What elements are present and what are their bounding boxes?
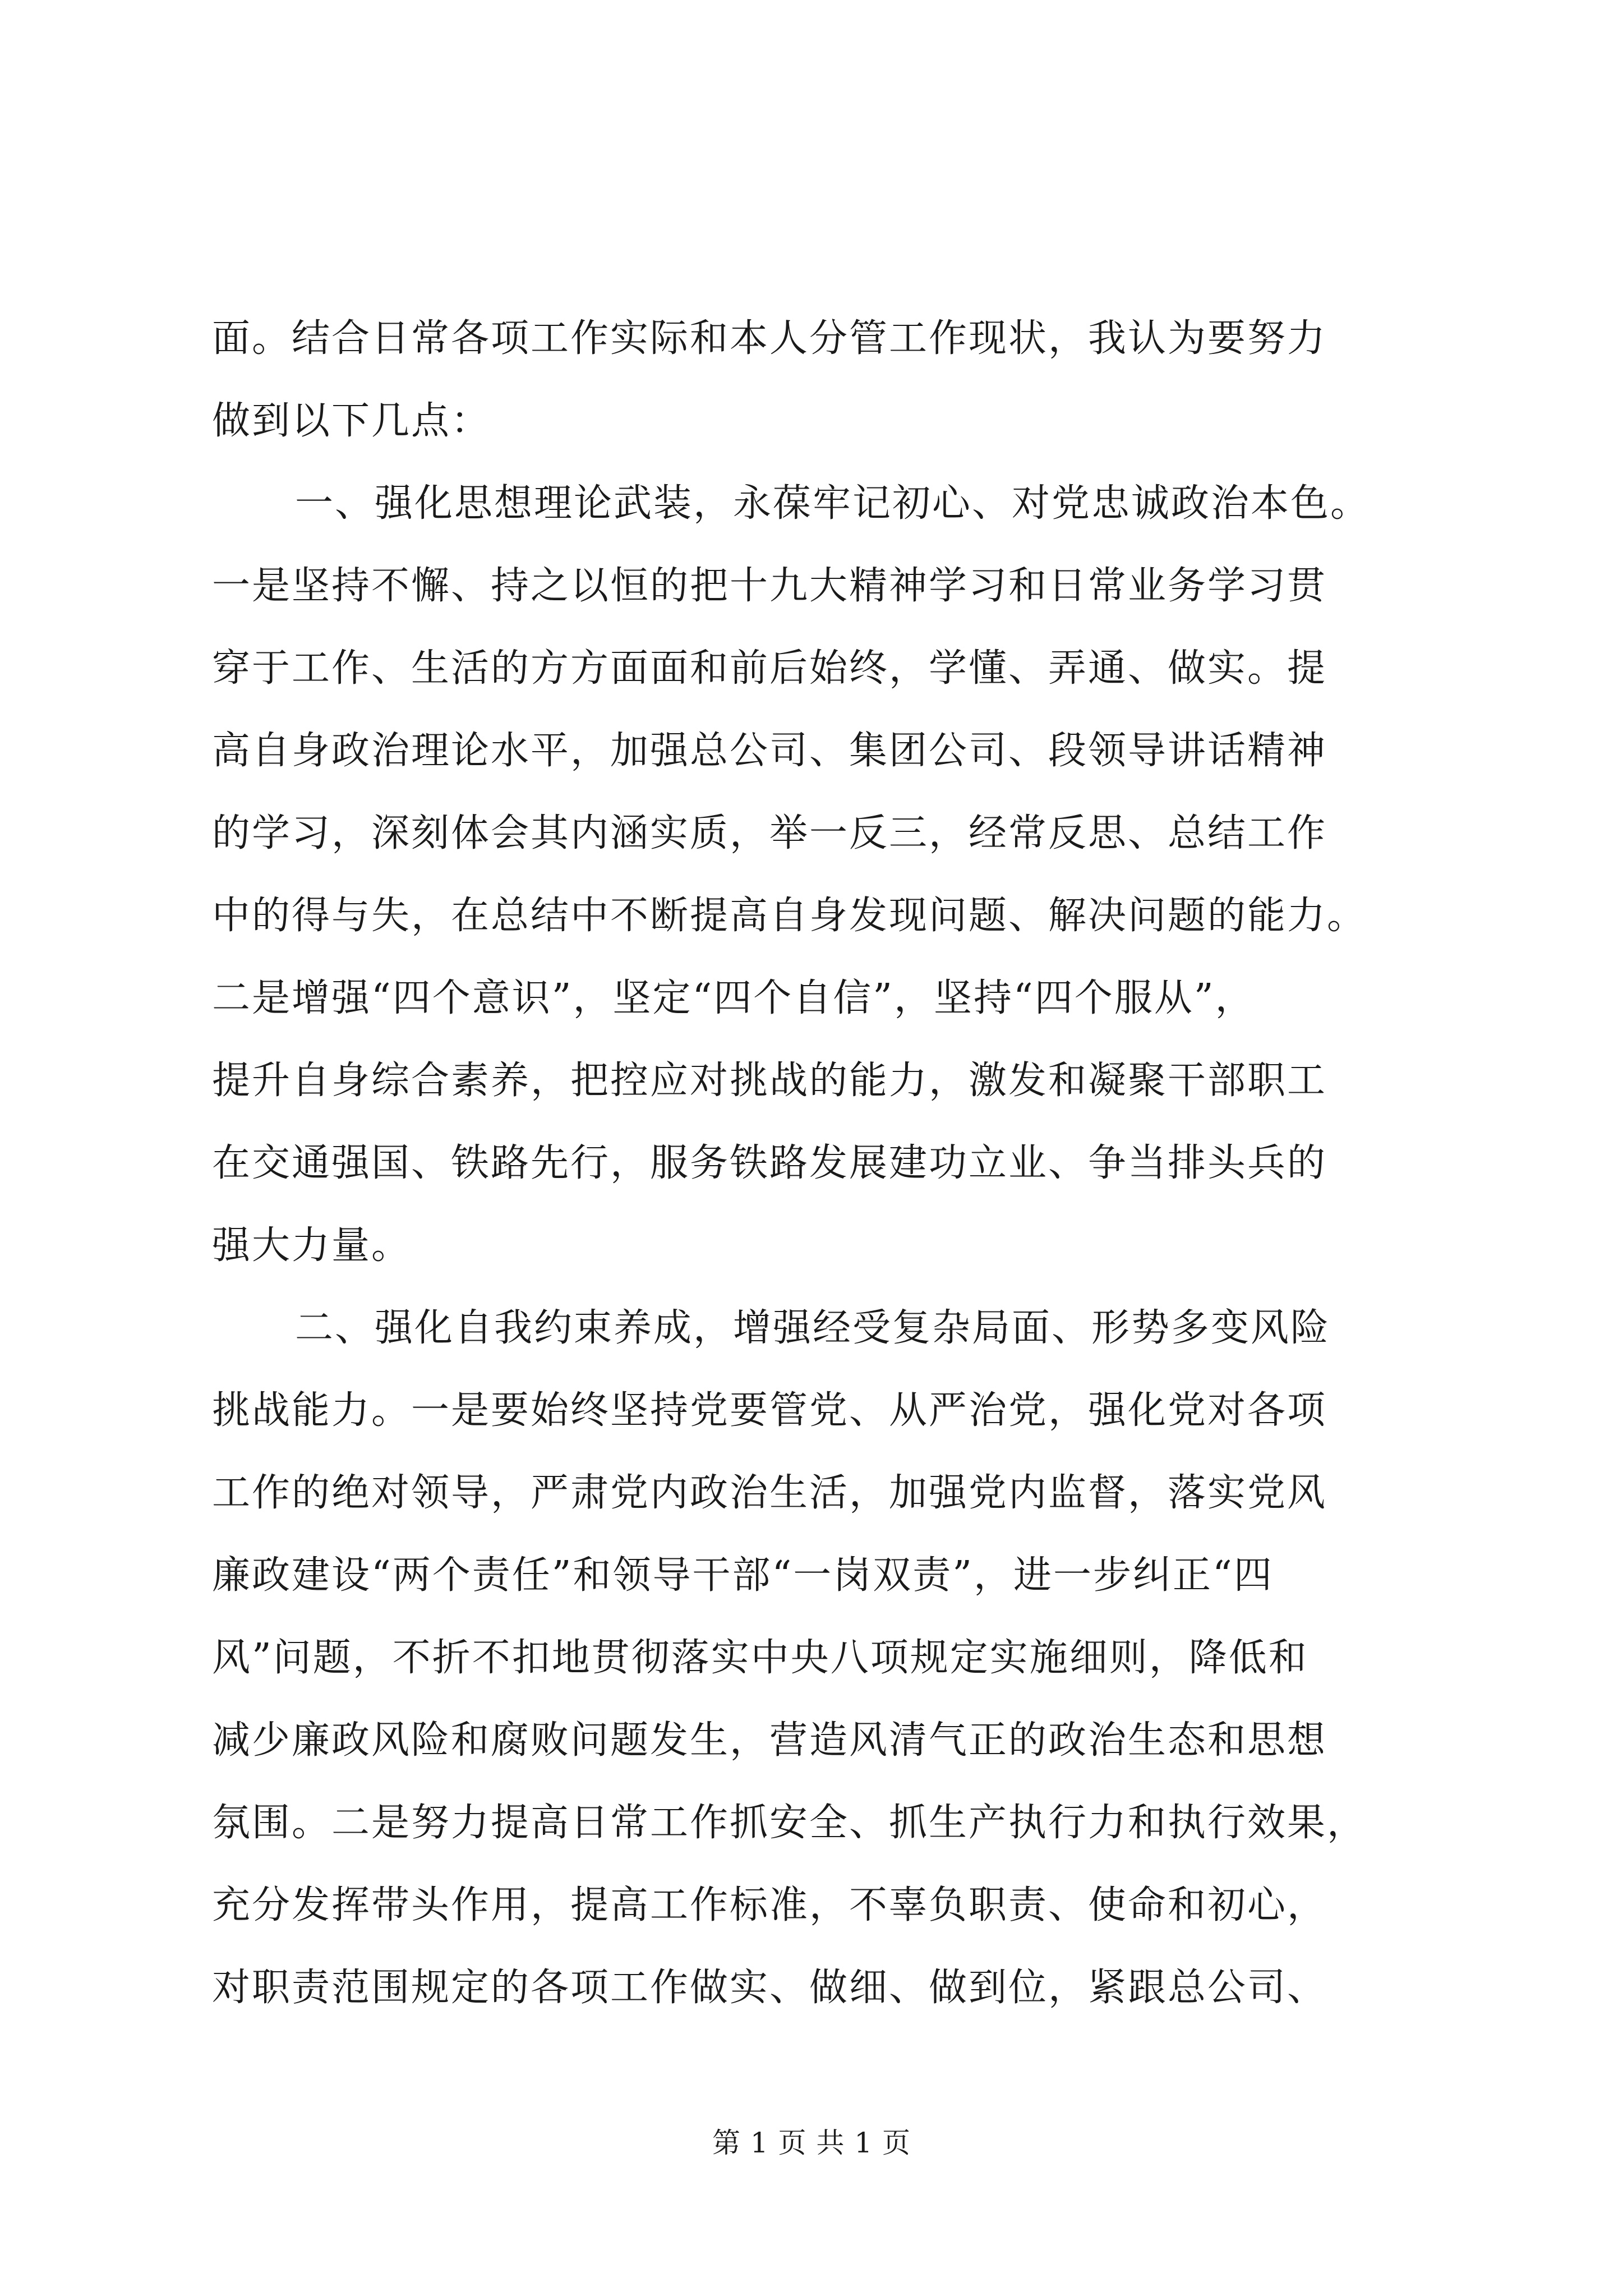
text-line: 面。结合日常各项工作实际和本人分管工作现状，我认为要努力 [212,316,1327,361]
document-body [212,297,1422,2029]
text-line: 工作的绝对领导，严肃党内政治生活，加强党内监督，落实党风 [212,1471,1327,1515]
page-number-footer: 第 1 页 共 1 页 [712,2127,911,2159]
text-line: 强大力量。 [212,1223,412,1268]
text-line: 挑战能力。一是要始终坚持党要管党、从严治党，强化党对各项 [212,1388,1327,1433]
text-line: 在交通强国、铁路先行，服务铁路发展建功立业、争当排头兵的 [212,1141,1327,1185]
text-line: 提升自身综合素养，把控应对挑战的能力，激发和凝聚干部职工 [212,1059,1327,1103]
text-line: 穿于工作、生活的方方面面和前后始终，学懂、弄通、做实。提 [212,646,1327,691]
text-line: 氛围。二是努力提高日常工作抓安全、抓生产执行力和执行效果， [212,1801,1367,1845]
text-line: 廉政建设“两个责任”和领导干部“一岗双责”，进一步纠正“四 [212,1553,1274,1598]
text-line: 的学习，深刻体会其内涵实质，举一反三，经常反思、总结工作 [212,811,1327,855]
text-line: 风”问题，不折不扣地贯彻落实中央八项规定实施细则，降低和 [212,1636,1308,1680]
text-line: 充分发挥带头作用，提高工作标准，不辜负职责、使命和初心， [212,1883,1327,1927]
text-line: 二是增强“四个意识”，坚定“四个自信”，坚持“四个服从”， [212,976,1255,1020]
text-line: 一是坚持不懈、持之以恒的把十九大精神学习和日常业务学习贯 [212,564,1327,608]
text-line: 做到以下几点： [212,399,491,443]
text-line: 高自身政治理论水平，加强总公司、集团公司、段领导讲话精神 [212,729,1327,773]
text-line: 减少廉政风险和腐败问题发生，营造风清气正的政治生态和思想 [212,1718,1327,1763]
section-heading-line: 二、强化自我约束养成，增强经受复杂局面、形势多变风险 [295,1306,1331,1350]
text-line: 对职责范围规定的各项工作做实、做细、做到位，紧跟总公司、 [212,1966,1327,2010]
text-line: 中的得与失，在总结中不断提高自身发现问题、解决问题的能力。 [212,894,1367,938]
section-heading-line: 一、强化思想理论武装，永葆牢记初心、对党忠诚政治本色。 [295,481,1371,526]
